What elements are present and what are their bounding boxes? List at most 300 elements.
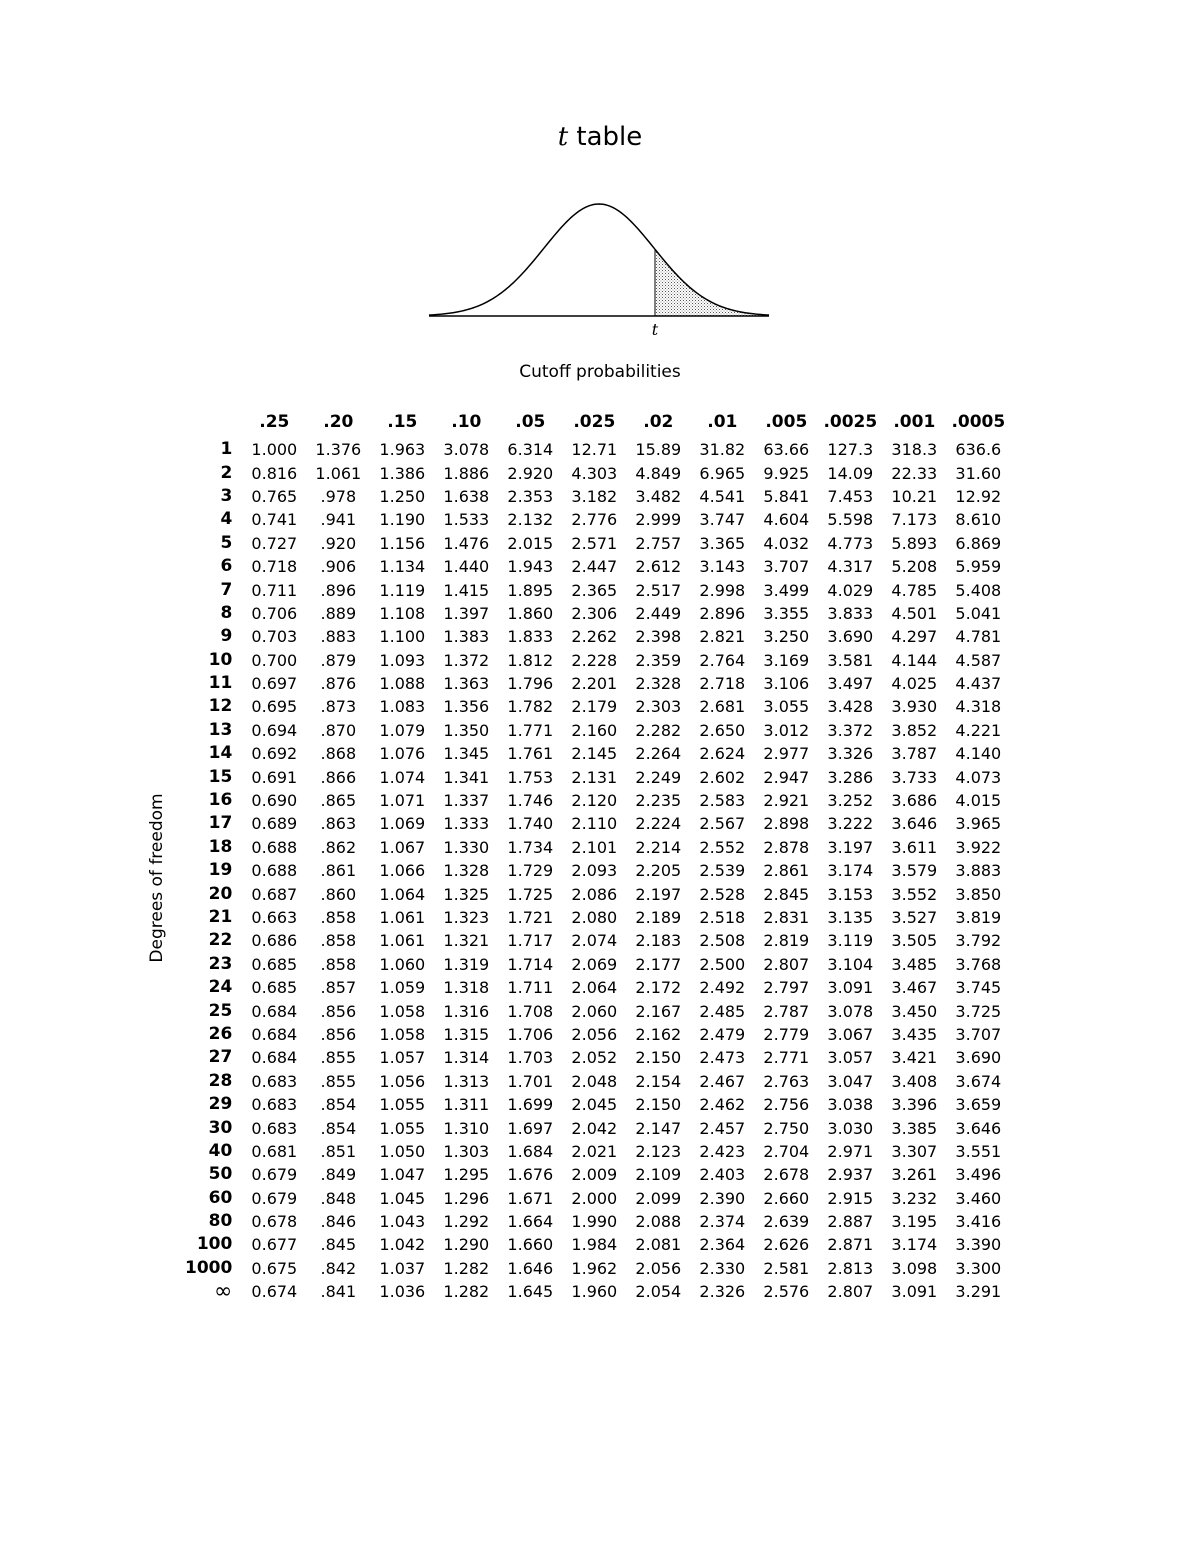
value-cell: 2.150: [635, 1048, 682, 1068]
value-cell: 2.080: [571, 908, 618, 927]
value-cell: 0.681: [251, 1141, 298, 1161]
value-cell: 1.310: [443, 1118, 490, 1138]
value-cell: 2.167: [635, 1001, 682, 1021]
value-cell: .851: [320, 1141, 357, 1161]
value-cell: 1.363: [443, 674, 490, 694]
value-cell: 2.581: [763, 1258, 810, 1278]
value-cell: 2.224: [635, 814, 682, 834]
density-curve: [429, 204, 769, 315]
value-cell: 1.833: [507, 627, 554, 647]
value-cell: 2.364: [699, 1235, 746, 1255]
table-row: [185, 953, 1010, 976]
value-cell: 3.579: [891, 861, 938, 881]
value-cell: 2.359: [635, 650, 682, 670]
value-cell: 1.860: [507, 603, 554, 623]
value-cell: 2.201: [571, 674, 618, 694]
value-cell: 2.624: [699, 744, 746, 764]
value-cell: 1.330: [443, 837, 490, 857]
value-cell: 2.819: [763, 931, 810, 951]
value-cell: 2.264: [635, 744, 682, 764]
table-row: [185, 602, 1010, 625]
value-cell: 1.383: [443, 627, 490, 647]
value-cell: 2.771: [763, 1048, 810, 1068]
value-cell: 5.598: [827, 510, 874, 530]
table-row: [185, 1257, 1010, 1280]
value-cell: 1.042: [379, 1235, 426, 1255]
value-cell: 3.792: [955, 931, 1002, 951]
value-cell: 3.499: [763, 580, 810, 600]
value-cell: .856: [320, 1001, 357, 1021]
df-cell: 8: [220, 602, 233, 623]
value-cell: 2.887: [827, 1212, 874, 1232]
value-cell: 1.282: [443, 1282, 490, 1302]
value-cell: 0.689: [251, 814, 298, 834]
value-cell: .863: [320, 814, 357, 834]
value-cell: 7.453: [827, 486, 874, 506]
value-cell: 1.059: [379, 978, 426, 998]
value-cell: 1.671: [507, 1188, 554, 1208]
value-cell: 2.757: [635, 533, 682, 553]
value-cell: 3.745: [955, 978, 1002, 998]
value-cell: 1.058: [379, 1001, 426, 1021]
value-cell: 1.250: [379, 486, 426, 506]
value-cell: 5.041: [955, 603, 1002, 623]
value-cell: 3.197: [827, 837, 874, 857]
value-cell: 1.782: [507, 697, 554, 717]
value-cell: 1.036: [379, 1282, 426, 1302]
title-variable: t: [557, 122, 569, 152]
value-cell: 3.307: [891, 1141, 938, 1161]
value-cell: 2.262: [571, 627, 618, 647]
df-cell: 26: [208, 1023, 233, 1044]
value-cell: 1.676: [507, 1165, 554, 1185]
df-cell: 25: [208, 1000, 233, 1021]
value-cell: 3.819: [955, 908, 1002, 927]
value-cell: 0.684: [251, 1048, 298, 1068]
value-cell: 9.925: [763, 463, 810, 483]
value-cell: 1.717: [507, 931, 554, 951]
value-cell: 1.067: [379, 837, 426, 857]
value-cell: 1.318: [443, 978, 490, 998]
value-cell: 3.291: [955, 1282, 1002, 1302]
value-cell: 1.290: [443, 1235, 490, 1255]
value-cell: 3.686: [891, 791, 938, 811]
value-cell: 1.703: [507, 1048, 554, 1068]
value-cell: 2.845: [763, 884, 810, 904]
value-cell: 2.776: [571, 510, 618, 530]
value-cell: 1.323: [443, 908, 490, 927]
value-cell: 4.221: [955, 720, 1002, 740]
value-cell: 0.687: [251, 884, 298, 904]
value-cell: 2.921: [763, 791, 810, 811]
tail-area: [655, 249, 769, 316]
value-cell: 1.311: [443, 1095, 490, 1115]
value-cell: 2.374: [699, 1212, 746, 1232]
value-cell: 1.190: [379, 510, 426, 530]
value-cell: 2.449: [635, 603, 682, 623]
value-cell: 3.182: [571, 486, 618, 506]
value-cell: 0.685: [251, 954, 298, 974]
value-cell: 2.042: [571, 1118, 618, 1138]
value-cell: 1.664: [507, 1212, 554, 1232]
value-cell: .862: [320, 837, 357, 857]
value-cell: 2.179: [571, 697, 618, 717]
value-cell: 1.753: [507, 767, 554, 787]
value-cell: 1.350: [443, 720, 490, 740]
value-cell: 1.699: [507, 1095, 554, 1115]
value-cell: 0.718: [251, 557, 298, 577]
value-cell: 1.093: [379, 650, 426, 670]
value-cell: 2.763: [763, 1071, 810, 1091]
value-cell: 2.390: [699, 1188, 746, 1208]
value-cell: 63.66: [763, 440, 810, 460]
value-cell: 3.390: [955, 1235, 1002, 1255]
value-cell: 5.959: [955, 557, 1002, 577]
value-cell: 1.638: [443, 486, 490, 506]
value-cell: 0.691: [251, 767, 298, 787]
value-cell: 5.893: [891, 533, 938, 553]
value-cell: 1.316: [443, 1001, 490, 1021]
value-cell: 0.679: [251, 1188, 298, 1208]
table-row: [185, 929, 1010, 952]
value-cell: 6.965: [699, 463, 746, 483]
value-cell: 2.861: [763, 861, 810, 881]
value-cell: 0.711: [251, 580, 298, 600]
value-cell: 14.09: [827, 463, 874, 483]
value-cell: 3.195: [891, 1212, 938, 1232]
value-cell: 2.306: [571, 603, 618, 623]
value-cell: .848: [320, 1188, 357, 1208]
value-cell: 2.937: [827, 1165, 874, 1185]
value-cell: 2.898: [763, 814, 810, 834]
value-cell: 4.032: [763, 533, 810, 553]
value-cell: 0.685: [251, 978, 298, 998]
value-cell: 2.123: [635, 1141, 682, 1161]
value-cell: 2.214: [635, 837, 682, 857]
value-cell: 1.000: [251, 440, 298, 460]
value-cell: 1.960: [571, 1282, 618, 1302]
table-row: [185, 625, 1010, 648]
value-cell: 3.232: [891, 1188, 938, 1208]
value-cell: .889: [320, 603, 357, 623]
value-cell: 2.508: [699, 931, 746, 951]
value-cell: 5.408: [955, 580, 1002, 600]
value-cell: 1.315: [443, 1024, 490, 1044]
value-cell: 5.208: [891, 557, 938, 577]
value-cell: 0.683: [251, 1071, 298, 1091]
value-cell: 3.057: [827, 1048, 874, 1068]
value-cell: 2.131: [571, 767, 618, 787]
value-cell: 1.303: [443, 1141, 490, 1161]
value-cell: 3.725: [955, 1001, 1002, 1021]
value-cell: 1.061: [379, 931, 426, 951]
corner-cell: [185, 406, 242, 438]
value-cell: 1.725: [507, 884, 554, 904]
value-cell: 2.177: [635, 954, 682, 974]
value-cell: .879: [320, 650, 357, 670]
value-cell: 3.067: [827, 1024, 874, 1044]
value-cell: 3.143: [699, 557, 746, 577]
value-cell: 4.025: [891, 674, 938, 694]
value-cell: 1.066: [379, 861, 426, 881]
value-cell: 1.721: [507, 908, 554, 927]
value-cell: 4.437: [955, 674, 1002, 694]
value-cell: .846: [320, 1212, 357, 1232]
value-cell: 2.831: [763, 908, 810, 927]
df-cell: 4: [220, 509, 233, 530]
value-cell: 1.083: [379, 697, 426, 717]
table-row: [185, 485, 1010, 508]
value-cell: 2.947: [763, 767, 810, 787]
value-cell: 2.015: [507, 533, 554, 553]
value-cell: 2.457: [699, 1118, 746, 1138]
value-cell: 1.043: [379, 1212, 426, 1232]
value-cell: 3.485: [891, 954, 938, 974]
value-cell: 1.963: [379, 440, 426, 460]
df-cell: 60: [208, 1187, 233, 1208]
value-cell: 1.055: [379, 1118, 426, 1138]
df-cell: 18: [208, 836, 233, 857]
column-header: .20: [323, 412, 354, 432]
value-cell: .841: [320, 1282, 357, 1302]
value-cell: 2.056: [635, 1258, 682, 1278]
value-cell: 1.319: [443, 954, 490, 974]
value-cell: 4.318: [955, 697, 1002, 717]
value-cell: 2.602: [699, 767, 746, 787]
value-cell: 5.841: [763, 486, 810, 506]
value-cell: 4.303: [571, 463, 618, 483]
value-cell: 3.030: [827, 1118, 874, 1138]
df-cell: 50: [208, 1164, 233, 1185]
value-cell: 2.109: [635, 1165, 682, 1185]
value-cell: 2.999: [635, 510, 682, 530]
table-row: [185, 859, 1010, 882]
value-cell: 1.119: [379, 580, 426, 600]
column-header: .001: [893, 412, 936, 432]
value-cell: 3.286: [827, 767, 874, 787]
value-cell: 0.703: [251, 627, 298, 647]
table-row: [185, 999, 1010, 1022]
value-cell: 3.012: [763, 720, 810, 740]
value-cell: 3.421: [891, 1048, 938, 1068]
value-cell: 1.386: [379, 463, 426, 483]
value-cell: 2.423: [699, 1141, 746, 1161]
value-cell: 2.821: [699, 627, 746, 647]
value-cell: .854: [320, 1095, 357, 1115]
value-cell: 12.92: [955, 486, 1002, 506]
df-cell: 40: [208, 1140, 233, 1161]
value-cell: 2.147: [635, 1118, 682, 1138]
value-cell: 2.093: [571, 861, 618, 881]
table-row: [185, 1280, 1010, 1303]
value-cell: 1.376: [315, 440, 362, 460]
df-cell: 7: [220, 579, 233, 600]
value-cell: 2.462: [699, 1095, 746, 1115]
value-cell: 2.398: [635, 627, 682, 647]
value-cell: 3.850: [955, 884, 1002, 904]
value-cell: 3.497: [827, 674, 874, 694]
value-cell: 1.660: [507, 1235, 554, 1255]
table-row: [185, 555, 1010, 578]
value-cell: 4.144: [891, 650, 938, 670]
table-row: [185, 719, 1010, 742]
value-cell: 2.779: [763, 1024, 810, 1044]
value-cell: 3.852: [891, 720, 938, 740]
row-axis-label: Degrees of freedom: [147, 793, 167, 963]
value-cell: 0.677: [251, 1235, 298, 1255]
value-cell: 12.71: [571, 440, 618, 460]
value-cell: 0.816: [251, 463, 298, 483]
value-cell: .941: [320, 510, 357, 530]
value-cell: 1.886: [443, 463, 490, 483]
value-cell: 3.496: [955, 1165, 1002, 1185]
value-cell: 2.150: [635, 1095, 682, 1115]
df-cell: 20: [208, 883, 233, 904]
table-row: [185, 1093, 1010, 1116]
value-cell: 2.517: [635, 580, 682, 600]
value-cell: .896: [320, 580, 357, 600]
value-cell: 2.500: [699, 954, 746, 974]
value-cell: 1.064: [379, 884, 426, 904]
df-cell: ∞: [214, 1279, 233, 1305]
value-cell: 2.552: [699, 837, 746, 857]
value-cell: 4.785: [891, 580, 938, 600]
value-cell: 2.518: [699, 908, 746, 927]
t-table: [185, 406, 1010, 1303]
value-cell: 1.706: [507, 1024, 554, 1044]
value-cell: 2.056: [571, 1024, 618, 1044]
value-cell: 2.235: [635, 791, 682, 811]
value-cell: 2.009: [571, 1165, 618, 1185]
df-cell: 22: [208, 930, 233, 951]
table-row: [185, 1070, 1010, 1093]
table-row: [185, 695, 1010, 718]
value-cell: 3.611: [891, 837, 938, 857]
value-cell: 2.145: [571, 744, 618, 764]
value-cell: 3.408: [891, 1071, 938, 1091]
value-cell: 0.692: [251, 744, 298, 764]
value-cell: 4.140: [955, 744, 1002, 764]
value-cell: 2.054: [635, 1282, 682, 1302]
value-cell: 3.674: [955, 1071, 1002, 1091]
value-cell: .920: [320, 533, 357, 553]
value-cell: 3.505: [891, 931, 938, 951]
value-cell: 2.718: [699, 674, 746, 694]
df-cell: 15: [208, 766, 233, 787]
df-cell: 19: [208, 860, 233, 881]
value-cell: 1.372: [443, 650, 490, 670]
df-cell: 27: [208, 1047, 233, 1068]
value-cell: 2.678: [763, 1165, 810, 1185]
value-cell: 0.683: [251, 1095, 298, 1115]
value-cell: 2.583: [699, 791, 746, 811]
value-cell: 2.612: [635, 557, 682, 577]
value-cell: 3.250: [763, 627, 810, 647]
table-row: [185, 1116, 1010, 1139]
value-cell: 3.690: [955, 1048, 1002, 1068]
value-cell: 4.773: [827, 533, 874, 553]
value-cell: .855: [320, 1071, 357, 1091]
value-cell: 1.325: [443, 884, 490, 904]
header-row: [185, 406, 1010, 438]
value-cell: .865: [320, 791, 357, 811]
value-cell: 3.707: [763, 557, 810, 577]
value-cell: 1.313: [443, 1071, 490, 1091]
table-row: [185, 976, 1010, 999]
value-cell: 1.356: [443, 697, 490, 717]
value-cell: 2.998: [699, 580, 746, 600]
value-cell: 2.704: [763, 1141, 810, 1161]
value-cell: .845: [320, 1235, 357, 1255]
value-cell: 3.119: [827, 931, 874, 951]
table-row: [185, 438, 1010, 461]
value-cell: 1.337: [443, 791, 490, 811]
value-cell: 1.134: [379, 557, 426, 577]
value-cell: .870: [320, 720, 357, 740]
column-header: .0005: [951, 412, 1006, 432]
table-body: [185, 438, 1010, 1303]
value-cell: 1.037: [379, 1258, 426, 1278]
value-cell: 0.678: [251, 1212, 298, 1232]
value-cell: 6.869: [955, 533, 1002, 553]
value-cell: 2.303: [635, 697, 682, 717]
value-cell: 3.174: [827, 861, 874, 881]
value-cell: 1.734: [507, 837, 554, 857]
value-cell: 4.029: [827, 580, 874, 600]
value-cell: 3.416: [955, 1212, 1002, 1232]
table-row: [185, 1233, 1010, 1256]
df-cell: 5: [220, 532, 233, 553]
value-cell: .866: [320, 767, 357, 787]
value-cell: .860: [320, 884, 357, 904]
value-cell: 2.132: [507, 510, 554, 530]
value-cell: 1.333: [443, 814, 490, 834]
value-cell: 2.110: [571, 814, 618, 834]
value-cell: 4.604: [763, 510, 810, 530]
value-cell: 3.055: [763, 697, 810, 717]
value-cell: 2.282: [635, 720, 682, 740]
table-row: [185, 649, 1010, 672]
value-cell: 0.688: [251, 861, 298, 881]
value-cell: 127.3: [827, 440, 874, 460]
value-cell: 2.403: [699, 1165, 746, 1185]
value-cell: 1.060: [379, 954, 426, 974]
value-cell: 4.501: [891, 603, 938, 623]
value-cell: 1.328: [443, 861, 490, 881]
value-cell: 2.479: [699, 1024, 746, 1044]
value-cell: 1.295: [443, 1165, 490, 1185]
value-cell: 2.101: [571, 837, 618, 857]
value-cell: 3.527: [891, 908, 938, 927]
value-cell: 2.576: [763, 1282, 810, 1302]
value-cell: 1.045: [379, 1188, 426, 1208]
value-cell: 1.684: [507, 1141, 554, 1161]
value-cell: 2.473: [699, 1048, 746, 1068]
column-header: .02: [643, 412, 674, 432]
table-row: [185, 789, 1010, 812]
value-cell: 3.078: [443, 440, 490, 460]
value-cell: 1.057: [379, 1048, 426, 1068]
value-cell: 3.551: [955, 1141, 1002, 1161]
value-cell: 0.700: [251, 650, 298, 670]
value-cell: 1.646: [507, 1258, 554, 1278]
table-row: [185, 1046, 1010, 1069]
value-cell: 6.314: [507, 440, 554, 460]
value-cell: 0.684: [251, 1024, 298, 1044]
table-row: [185, 1140, 1010, 1163]
value-cell: 2.813: [827, 1258, 874, 1278]
value-cell: 3.787: [891, 744, 938, 764]
